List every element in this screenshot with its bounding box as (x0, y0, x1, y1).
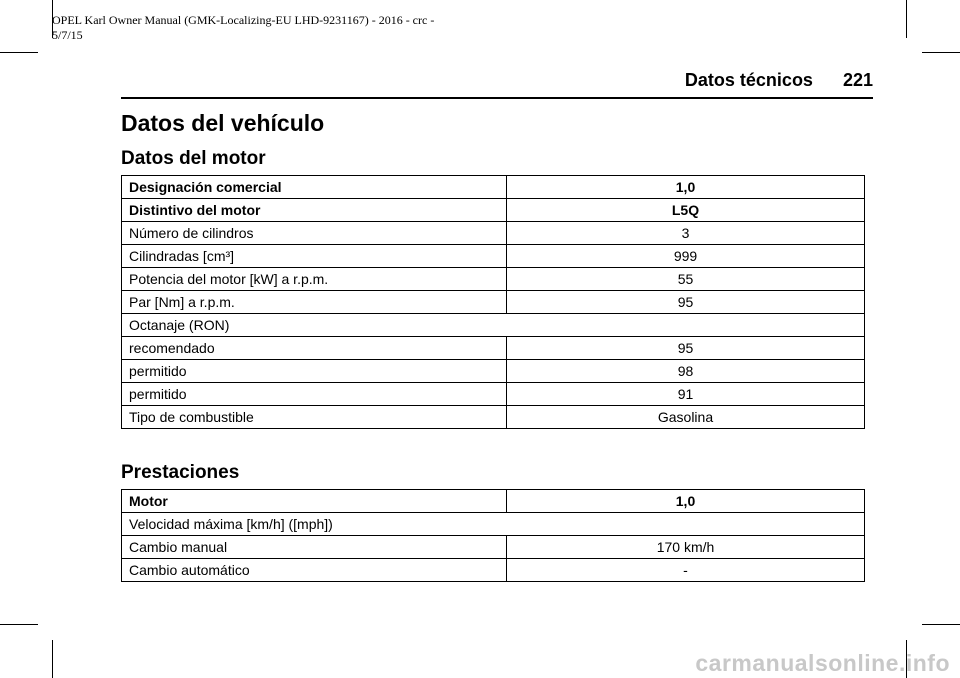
table-row (122, 199, 865, 222)
row-label: Cambio manual (122, 536, 507, 559)
table-row (122, 559, 865, 582)
table-row (122, 406, 865, 429)
crop-mark (0, 52, 38, 53)
row-value: L5Q (507, 199, 865, 222)
row-value: 1,0 (507, 176, 865, 199)
table-row (122, 536, 865, 559)
crop-mark (0, 624, 38, 625)
row-label: recomendado (122, 337, 507, 360)
row-value: 91 (507, 383, 865, 406)
row-label: Cambio automático (122, 559, 507, 582)
table-row (122, 222, 865, 245)
header-rule (121, 97, 873, 99)
row-label: Cilindradas [cm³] (122, 245, 507, 268)
row-value: 1,0 (507, 490, 865, 513)
row-label: Potencia del motor [kW] a r.p.m. (122, 268, 507, 291)
section-name: Datos técnicos (684, 70, 813, 90)
document-header-line1: OPEL Karl Owner Manual (GMK-Localizing-EU LHD-9231167) - 2016 - crc - (52, 13, 435, 27)
document-header (52, 13, 512, 43)
table-row (122, 268, 865, 291)
running-head (685, 70, 873, 91)
table-row (122, 513, 865, 536)
table-row (122, 337, 865, 360)
crop-mark (922, 624, 960, 625)
table-row (122, 490, 865, 513)
table-row (122, 360, 865, 383)
row-label: Número de cilindros (122, 222, 507, 245)
row-value: 55 (507, 268, 865, 291)
table-row (122, 245, 865, 268)
row-value: Gasolina (507, 406, 865, 429)
crop-mark (922, 52, 960, 53)
row-label: Distintivo del motor (122, 199, 507, 222)
row-value: 170 km/h (507, 536, 865, 559)
engine-data-table (121, 175, 865, 429)
row-label: Par [Nm] a r.p.m. (122, 291, 507, 314)
row-label: permitido (122, 383, 507, 406)
row-label: Tipo de combustible (122, 406, 507, 429)
performance-heading: Prestaciones (121, 462, 240, 483)
crop-mark (52, 640, 53, 678)
row-label: Octanaje (RON) (122, 314, 865, 337)
row-value: - (507, 559, 865, 582)
row-value: 95 (507, 291, 865, 314)
table-row (122, 176, 865, 199)
page-number: 221 (842, 70, 873, 90)
page-title: Datos del vehículo (121, 110, 325, 136)
watermark: carmanualsonline.info (695, 650, 950, 676)
table-row (122, 291, 865, 314)
engine-heading: Datos del motor (121, 148, 266, 169)
table-row (122, 314, 865, 337)
row-value: 999 (507, 245, 865, 268)
row-value: 95 (507, 337, 865, 360)
row-value: 98 (507, 360, 865, 383)
row-label: Velocidad máxima [km/h] ([mph]) (122, 513, 865, 536)
table-row (122, 383, 865, 406)
row-label: permitido (122, 360, 507, 383)
row-value: 3 (507, 222, 865, 245)
crop-mark (906, 0, 907, 38)
row-label: Motor (122, 490, 507, 513)
document-header-line2: 5/7/15 (52, 28, 83, 42)
performance-table (121, 489, 865, 582)
row-label: Designación comercial (122, 176, 507, 199)
